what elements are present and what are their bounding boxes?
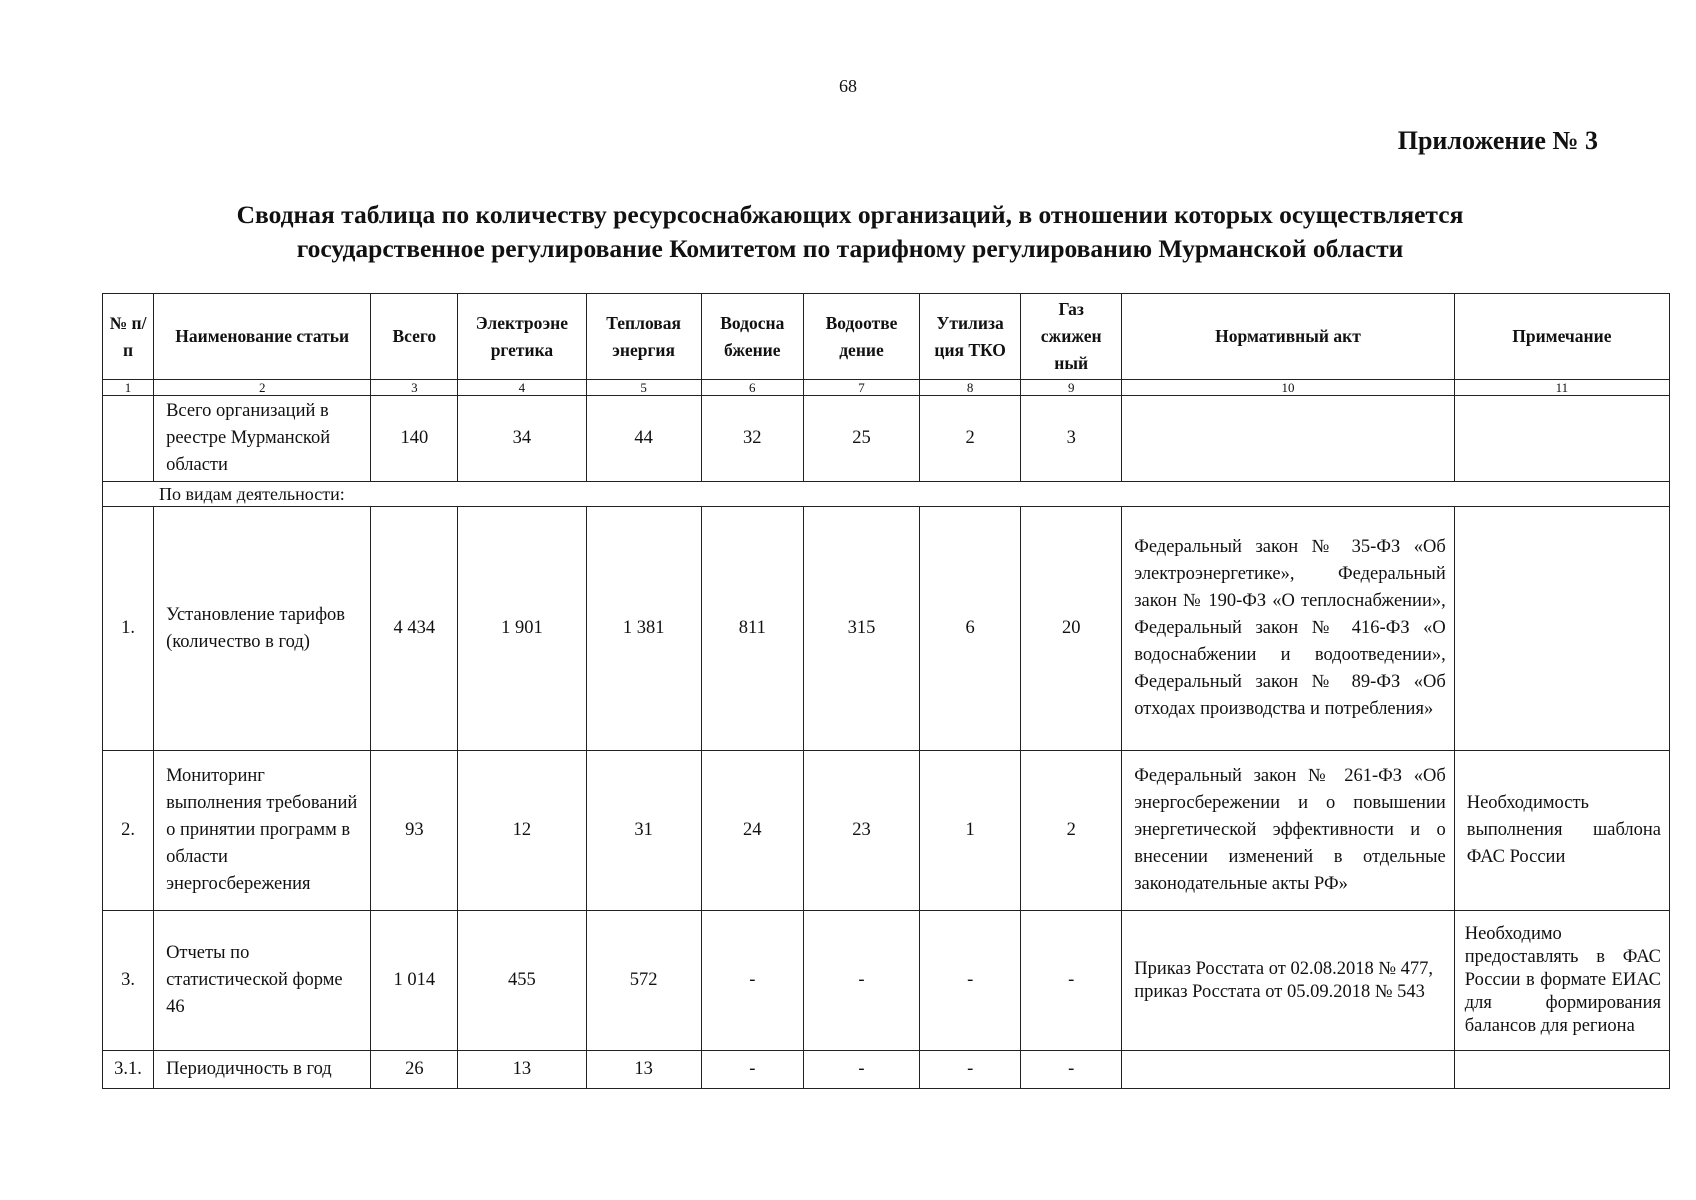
row-number: 2. (103, 751, 154, 911)
header-cell: Водоотве дение (803, 294, 919, 380)
value-lpg: - (1021, 911, 1122, 1051)
header-cell: Наименование статьи (154, 294, 371, 380)
value-electricity: 12 (458, 751, 586, 911)
value-electricity: 455 (458, 911, 586, 1051)
title-line-2: государственное регулирование Комитетом по тарифному регулированию Мурманской области (296, 234, 1404, 263)
value-heat: 44 (586, 396, 701, 482)
note: Необходимость выполнения шаблона ФАС России (1454, 751, 1669, 911)
header-cell: Примечание (1454, 294, 1669, 380)
header-cell: Нормативный акт (1122, 294, 1455, 380)
value-total: 26 (371, 1051, 458, 1089)
header-cell: Тепловая энергия (586, 294, 701, 380)
value-water-supply: 811 (701, 507, 803, 751)
column-number: 7 (803, 380, 919, 396)
section-label: По видам деятельности: (103, 482, 1670, 507)
document-title (100, 198, 1600, 266)
column-number: 2 (154, 380, 371, 396)
header-row (103, 294, 1670, 380)
value-water-supply: 32 (701, 396, 803, 482)
value-waste: 2 (920, 396, 1021, 482)
table-row (103, 507, 1670, 751)
table-row (103, 751, 1670, 911)
section-row (103, 482, 1670, 507)
row-number: 1. (103, 507, 154, 751)
note (1454, 396, 1669, 482)
value-electricity: 34 (458, 396, 586, 482)
value-water-disposal: - (803, 1051, 919, 1089)
column-number: 9 (1021, 380, 1122, 396)
row-name: Мониторинг выполнения требований о принятии программ в области энергосбережения (154, 751, 371, 911)
normative-act: Федеральный закон № 261-ФЗ «Об энергосбережении и о повышении энергетической эффективности и о внесении изменений в отдельные законодательные акты РФ» (1122, 751, 1455, 911)
table-row (103, 1051, 1670, 1089)
note: Необходимо предоставлять в ФАС России в формате ЕИАС для формирования балансов для региона (1454, 911, 1669, 1051)
column-number: 8 (920, 380, 1021, 396)
row-number: 3.1. (103, 1051, 154, 1089)
column-number: 1 (103, 380, 154, 396)
page-number: 68 (839, 76, 857, 96)
header-cell: Газ сжижен ный (1021, 294, 1122, 380)
row-number (103, 396, 154, 482)
column-number-row (103, 380, 1670, 396)
value-water-supply: - (701, 1051, 803, 1089)
value-heat: 13 (586, 1051, 701, 1089)
value-lpg: - (1021, 1051, 1122, 1089)
value-water-supply: - (701, 911, 803, 1051)
note (1454, 507, 1669, 751)
value-total: 93 (371, 751, 458, 911)
value-waste: 6 (920, 507, 1021, 751)
row-name: Отчеты по статистической форме 46 (154, 911, 371, 1051)
value-water-disposal: 23 (803, 751, 919, 911)
column-number: 3 (371, 380, 458, 396)
table-row (103, 911, 1670, 1051)
column-number: 6 (701, 380, 803, 396)
value-lpg: 3 (1021, 396, 1122, 482)
value-electricity: 13 (458, 1051, 586, 1089)
table-row-total (103, 396, 1670, 482)
normative-act (1122, 396, 1455, 482)
value-electricity: 1 901 (458, 507, 586, 751)
value-total: 4 434 (371, 507, 458, 751)
appendix-label: Приложение № 3 (1397, 126, 1598, 155)
row-name: Всего организаций в реестре Мурманской области (154, 396, 371, 482)
normative-act: Приказ Росстата от 02.08.2018 № 477, приказ Росстата от 05.09.2018 № 543 (1122, 911, 1455, 1051)
column-number: 11 (1454, 380, 1669, 396)
header-cell: Всего (371, 294, 458, 380)
value-waste: 1 (920, 751, 1021, 911)
value-total: 1 014 (371, 911, 458, 1051)
normative-act: Федеральный закон № 35-ФЗ «Об электроэнергетике», Федеральный закон № 190-ФЗ «О теплоснабжении», Федеральный закон № 416-ФЗ «О водоснабжении и водоотведении», Федеральный закон № 89-ФЗ «Об отходах производства и потребления» (1122, 507, 1455, 751)
column-number: 4 (458, 380, 586, 396)
value-waste: - (920, 911, 1021, 1051)
column-number: 10 (1122, 380, 1455, 396)
header-cell: Водосна бжение (701, 294, 803, 380)
normative-act (1122, 1051, 1455, 1089)
summary-table (102, 293, 1670, 1089)
column-number: 5 (586, 380, 701, 396)
row-number: 3. (103, 911, 154, 1051)
value-waste: - (920, 1051, 1021, 1089)
row-name: Установление тарифов (количество в год) (154, 507, 371, 751)
header-cell: № п/п (103, 294, 154, 380)
value-water-disposal: 25 (803, 396, 919, 482)
value-lpg: 20 (1021, 507, 1122, 751)
value-total: 140 (371, 396, 458, 482)
header-cell: Электроэне ргетика (458, 294, 586, 380)
value-water-supply: 24 (701, 751, 803, 911)
value-water-disposal: 315 (803, 507, 919, 751)
title-line-1: Сводная таблица по количеству ресурсоснабжающих организаций, в отношении которых осуществляется (236, 200, 1464, 229)
row-name: Периодичность в год (154, 1051, 371, 1089)
value-heat: 31 (586, 751, 701, 911)
value-water-disposal: - (803, 911, 919, 1051)
value-heat: 1 381 (586, 507, 701, 751)
value-heat: 572 (586, 911, 701, 1051)
header-cell: Утилиза ция ТКО (920, 294, 1021, 380)
note (1454, 1051, 1669, 1089)
value-lpg: 2 (1021, 751, 1122, 911)
